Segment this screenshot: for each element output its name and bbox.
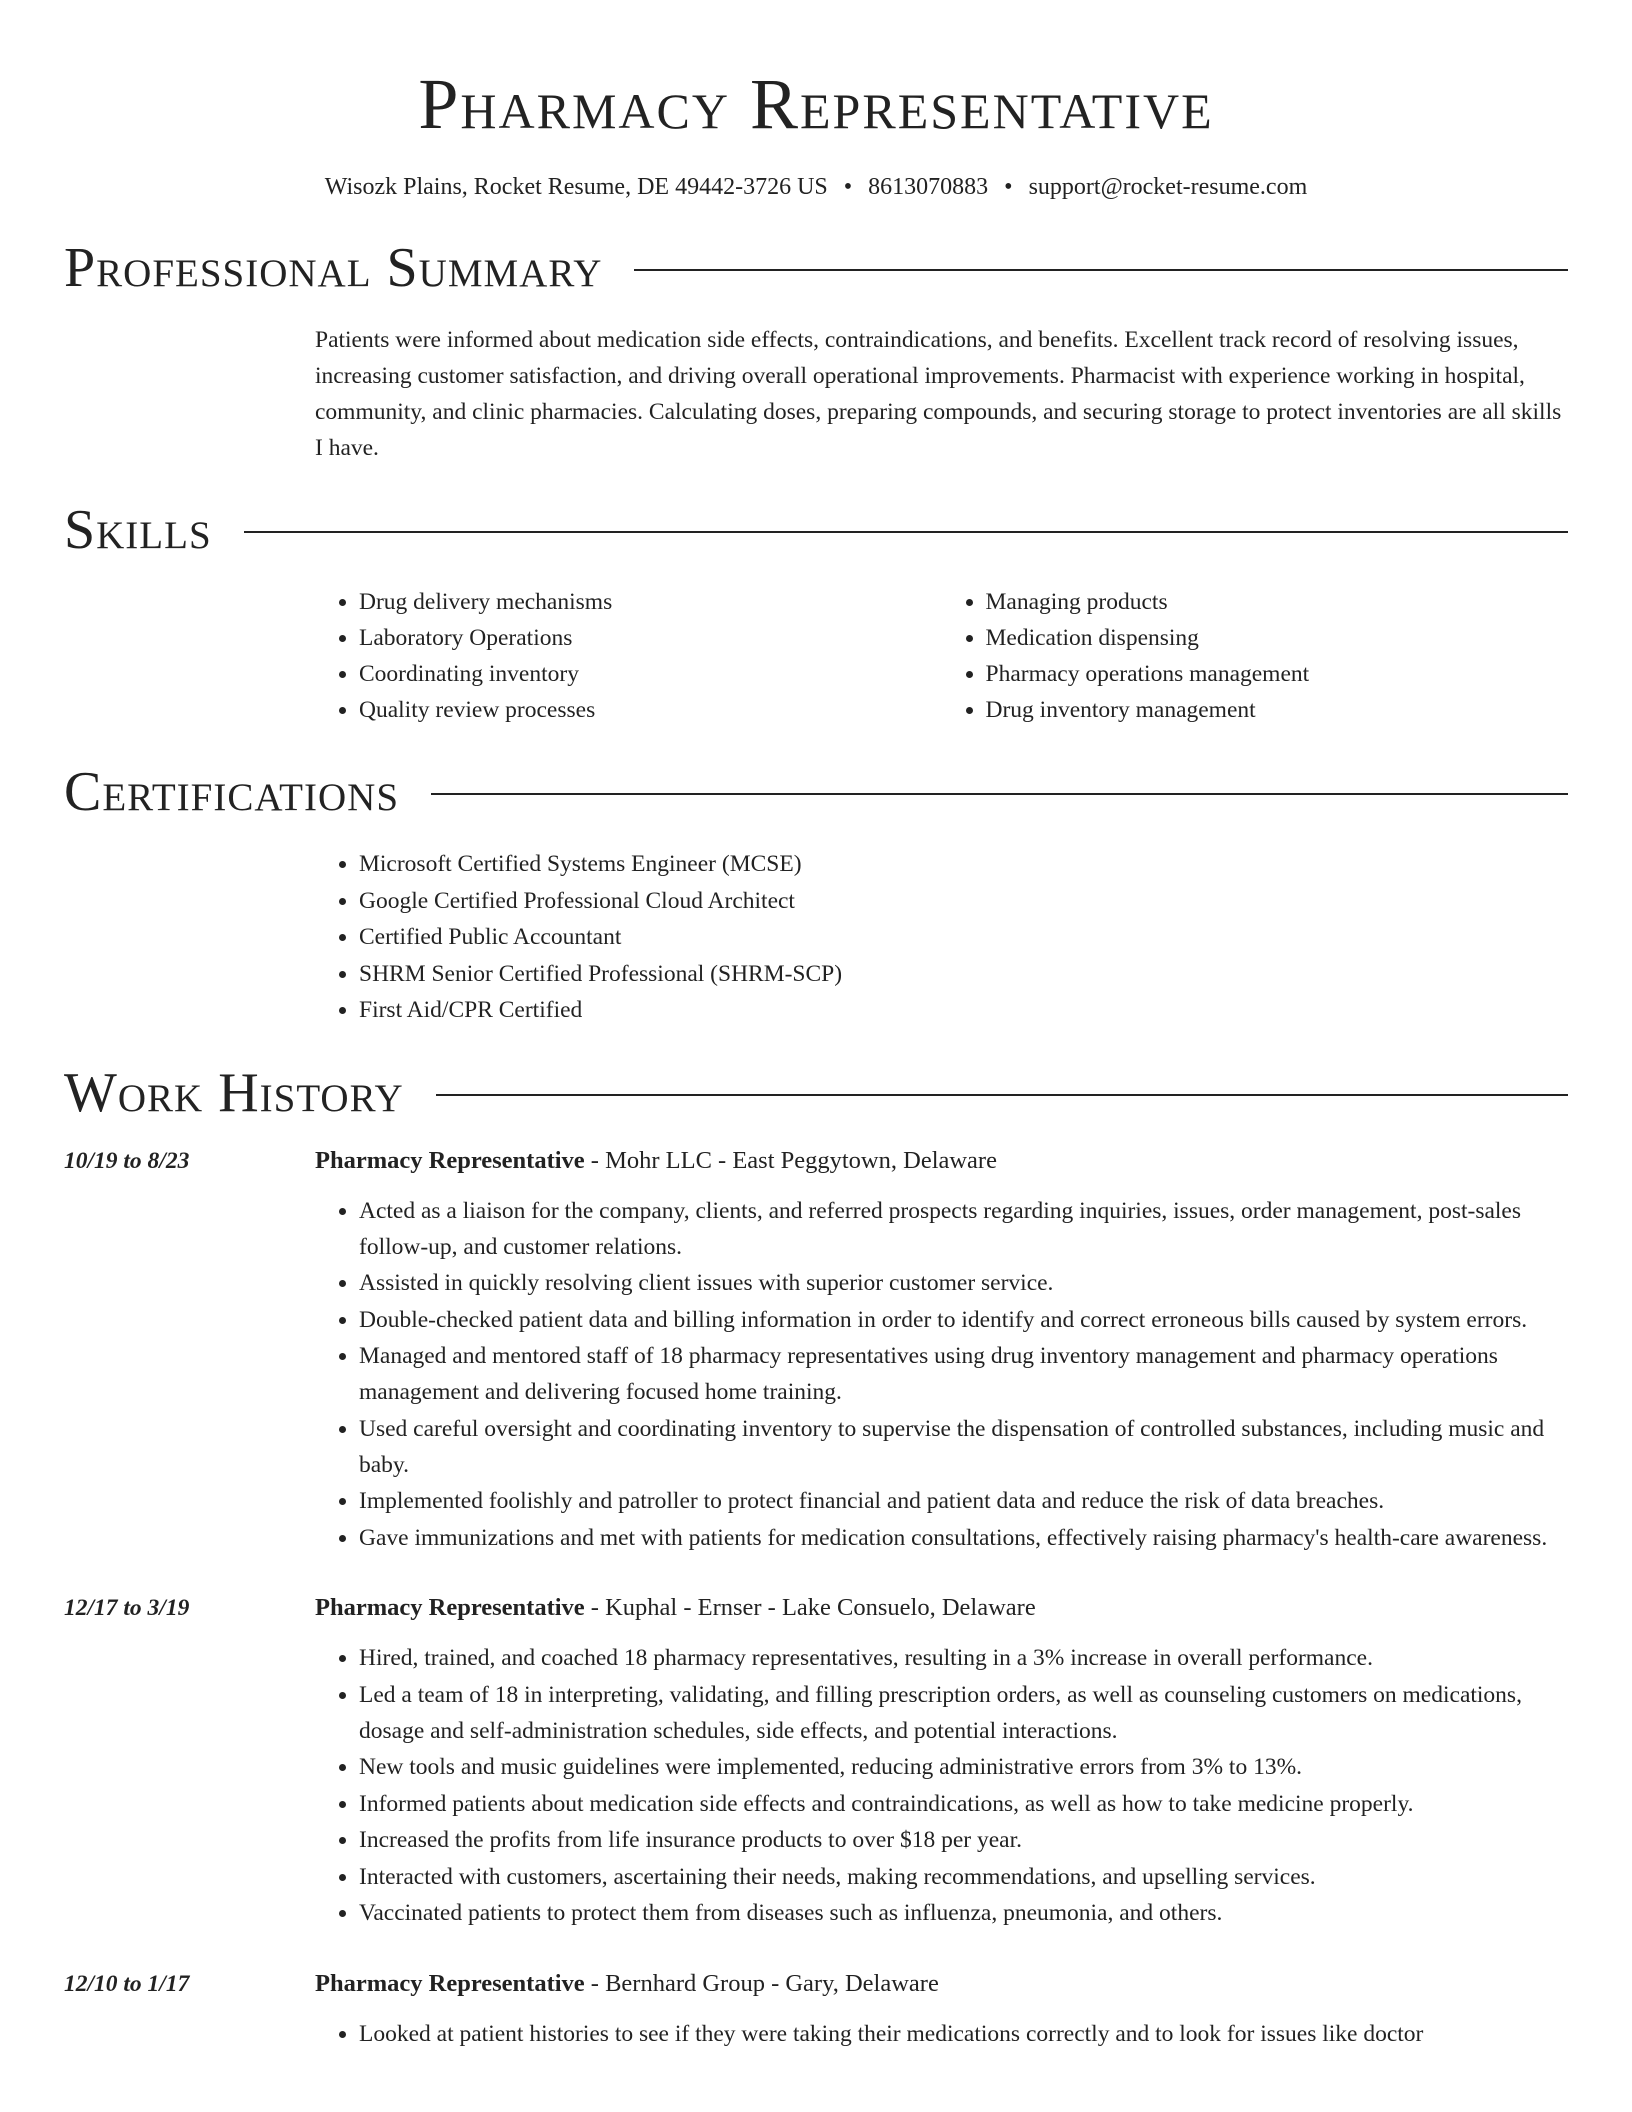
job-employer-location: - Mohr LLC - East Peggytown, Delaware: [584, 1146, 997, 1174]
job-main: [315, 1590, 1568, 1932]
job-title-line: [315, 1143, 1568, 1179]
job-title-line: [315, 1590, 1568, 1626]
job-title: Pharmacy Representative: [315, 1146, 585, 1174]
section-divider: [431, 793, 1568, 795]
job-employer-location: - Bernhard Group - Gary, Delaware: [584, 1969, 939, 1997]
job-bullet: • Interacted with customers, ascertaining their needs, making recommendations, and upselling services.: [359, 1859, 1568, 1895]
job-bullets: [315, 1640, 1568, 1931]
job-main: [315, 1966, 1568, 2053]
skill-item: • Laboratory Operations: [359, 620, 942, 656]
section-divider: [436, 1094, 1568, 1096]
skills-section-header: [64, 496, 1568, 564]
certification-item: • Certified Public Accountant: [359, 919, 1568, 956]
contact-line: [64, 170, 1568, 204]
job-bullet: • Increased the profits from life insurance products to over $18 per year.: [359, 1822, 1568, 1858]
job-bullets: [315, 2016, 1568, 2052]
skills-body: [64, 584, 1568, 728]
skill-item: • Managing products: [986, 584, 1569, 620]
contact-phone: 8613070883: [868, 174, 989, 200]
job-bullet: • Looked at patient histories to see if they were taking their medications correctly and to look for issues like doctor: [359, 2016, 1568, 2052]
job-bullet: • Implemented foolishly and patroller to protect financial and patient data and reduce the risk of data breaches.: [359, 1483, 1568, 1519]
job-bullet: • Assisted in quickly resolving client issues with superior customer service.: [359, 1265, 1568, 1301]
job-bullet: • Managed and mentored staff of 18 pharmacy representatives using drug inventory management and pharmacy operations management and delivering focused home training.: [359, 1338, 1568, 1410]
job-main: [315, 1143, 1568, 1557]
certifications-body: [64, 846, 1568, 1029]
skills-list-left: [315, 584, 942, 728]
job-bullet: • Double-checked patient data and billing information in order to identify and correct erroneous bills caused by system errors.: [359, 1302, 1568, 1338]
job-entry: [64, 1590, 1568, 1932]
certifications-section-header: [64, 758, 1568, 826]
job-bullet: • Gave immunizations and met with patients for medication consultations, effectively raising pharmacy's health-care awareness.: [359, 1520, 1568, 1556]
certification-item: • First Aid/CPR Certified: [359, 992, 1568, 1029]
job-title: Pharmacy Representative: [315, 1594, 585, 1621]
work-history-section-header: [64, 1059, 1568, 1127]
resume-name: Pharmacy Representative: [418, 64, 1214, 144]
skill-item: • Pharmacy operations management: [986, 656, 1569, 692]
skill-item: • Medication dispensing: [986, 620, 1569, 656]
contact-address: Wisozk Plains, Rocket Resume, DE 49442-3726 US: [324, 174, 828, 200]
skill-item: • Drug inventory management: [986, 692, 1569, 728]
certification-item: • SHRM Senior Certified Professional (SHRM-SCP): [359, 956, 1568, 993]
job-title: Pharmacy Representative: [315, 1969, 585, 1997]
job-bullets: [315, 1193, 1568, 1556]
job-bullet: • Vaccinated patients to protect them from diseases such as influenza, pneumonia, and others.: [359, 1895, 1568, 1931]
job-employer-location: - Kuphal - Ernser - Lake Consuelo, Delaware: [584, 1594, 1036, 1621]
summary-heading: Professional Summary: [64, 237, 603, 299]
skills-grid: [315, 584, 1568, 728]
job-title-line: [315, 1966, 1568, 2002]
job-dates: 12/17 to 3/19: [64, 1595, 190, 1621]
contact-email: support@rocket-resume.com: [1028, 174, 1308, 200]
contact-separator: •: [843, 174, 853, 200]
section-divider: [634, 269, 1568, 271]
skill-item: • Coordinating inventory: [359, 656, 942, 692]
job-bullet: • Hired, trained, and coached 18 pharmacy representatives, resulting in a 3% increase in overall performance.: [359, 1640, 1568, 1676]
summary-section-header: [64, 234, 1568, 302]
section-divider: [244, 531, 1568, 533]
job-entry: [64, 1966, 1568, 2053]
certification-item: • Google Certified Professional Cloud Architect: [359, 883, 1568, 920]
skills-heading: Skills: [64, 499, 212, 561]
job-bullet: • Led a team of 18 in interpreting, validating, and filling prescription orders, as well as counseling customers on medications, dosage and self-administration schedules, side effects, and potential interactions.: [359, 1677, 1568, 1749]
certifications-heading: Certifications: [64, 761, 400, 823]
skills-list-right: [942, 584, 1569, 728]
job-dates: 12/10 to 1/17: [64, 1970, 190, 1997]
work-history-heading: Work History: [64, 1061, 404, 1124]
job-bullet: • New tools and music guidelines were implemented, reducing administrative errors from 3% to 13%.: [359, 1749, 1568, 1785]
job-dates: 10/19 to 8/23: [64, 1147, 190, 1174]
skill-item: • Drug delivery mechanisms: [359, 584, 942, 620]
job-entry: [64, 1143, 1568, 1557]
certification-item: • Microsoft Certified Systems Engineer (MCSE): [359, 846, 1568, 883]
job-bullet: • Used careful oversight and coordinating inventory to supervise the dispensation of controlled substances, including music and baby.: [359, 1411, 1568, 1483]
job-bullet: • Informed patients about medication side effects and contraindications, as well as how to take medicine properly.: [359, 1786, 1568, 1822]
contact-separator: •: [1004, 174, 1013, 200]
certifications-list: [315, 846, 1568, 1029]
job-bullet: • Acted as a liaison for the company, clients, and referred prospects regarding inquiries, issues, order management, post-sales follow-up, and customer relations.: [359, 1193, 1568, 1265]
skill-item: • Quality review processes: [359, 692, 942, 728]
summary-text: Patients were informed about medication side effects, contraindications, and benefits. Excellent track record of resolving issues, increasing customer satisfaction, and driving overall operational improvements. Pharmacist with experience working in hospital, community, and clinic pharmacies. Calculating doses, preparing compounds, and securing storage to protect inventories are all skills I have.: [315, 327, 1562, 461]
